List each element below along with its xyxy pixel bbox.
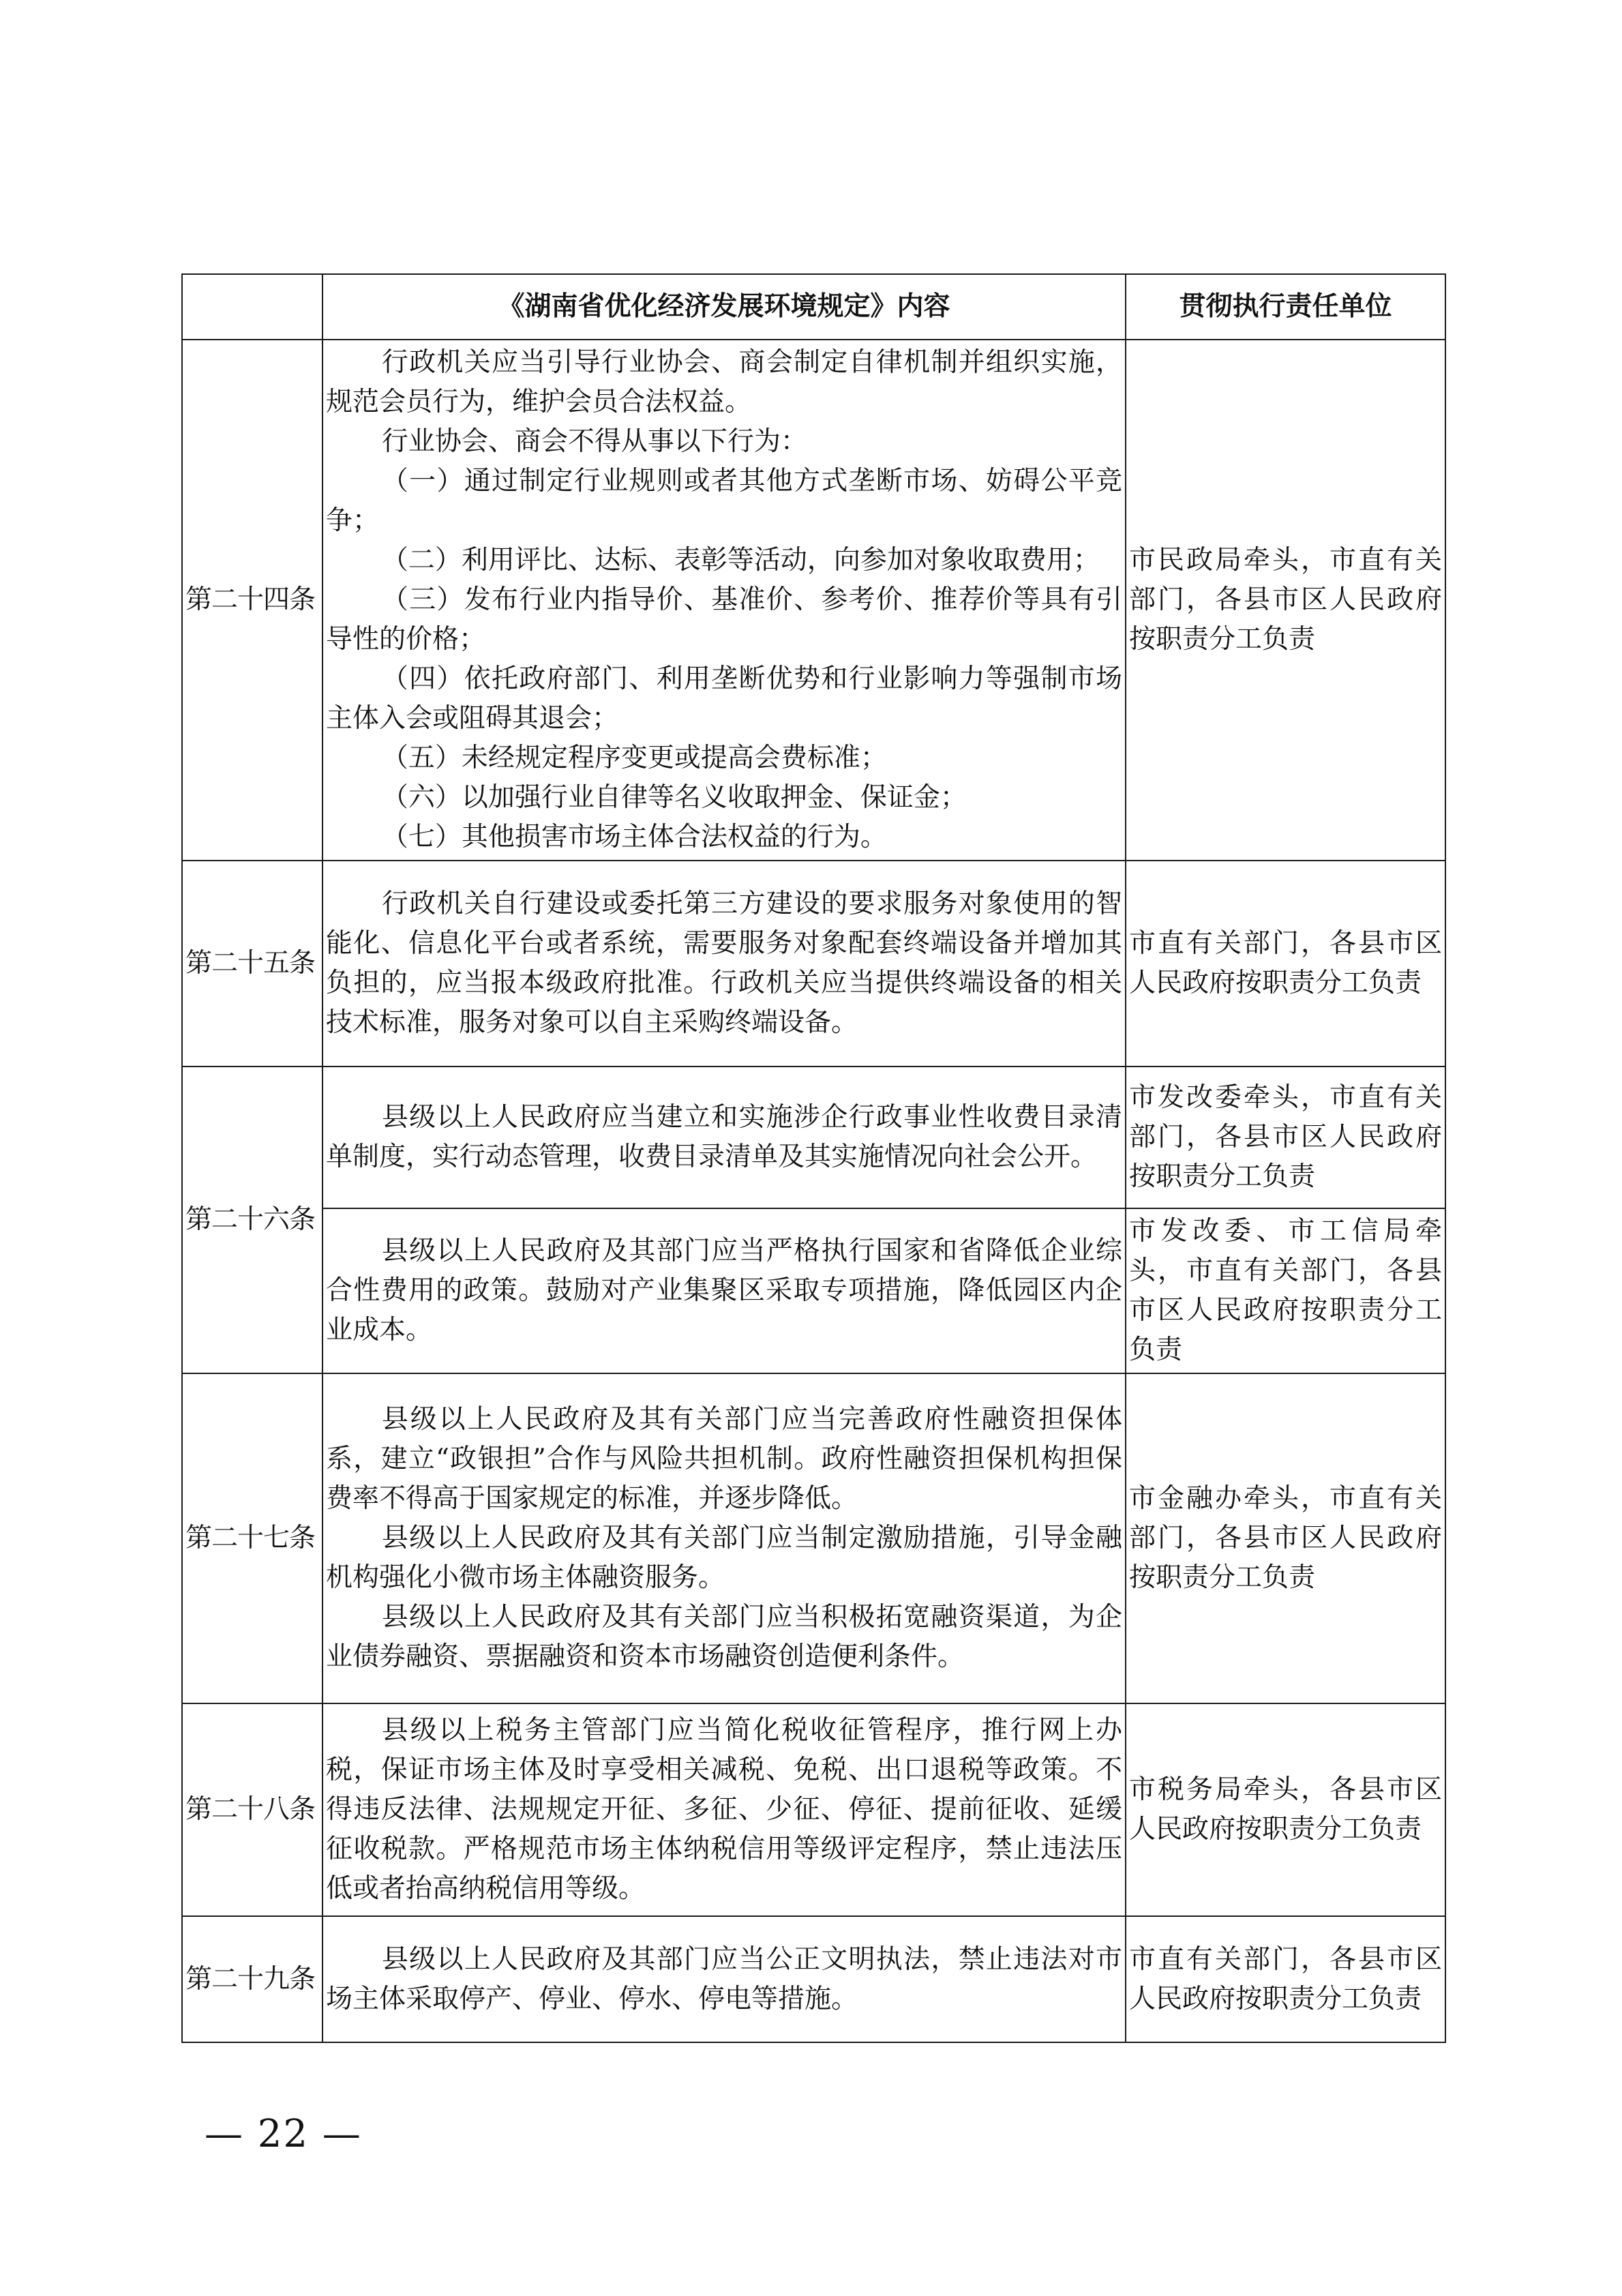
content-paragraph: 行政机关应当引导行业协会、商会制定自律机制并组织实施，规范会员行为，维护会员合法权益。 bbox=[326, 347, 1122, 417]
article-content bbox=[322, 861, 1126, 1067]
page-number: — 22 — bbox=[205, 2112, 362, 2156]
article-number: 第二十九条 bbox=[182, 1916, 322, 2042]
content-paragraph: 县级以上人民政府及其部门应当公正文明执法，禁止违法对市场主体采取停产、停业、停水、停电等措施。 bbox=[326, 1943, 1122, 2014]
article-number: 第二十四条 bbox=[182, 340, 322, 861]
content-paragraph: 县级以上人民政府及其部门应当严格执行国家和省降低企业综合性费用的政策。鼓励对产业集聚区采取专项措施，降低园区内企业成本。 bbox=[326, 1236, 1122, 1345]
article-number: 第二十七条 bbox=[182, 1373, 322, 1703]
article-number: 第二十五条 bbox=[182, 861, 322, 1067]
content-paragraph: 行业协会、商会不得从事以下行为： bbox=[381, 426, 807, 457]
responsible-unit: 市直有关部门，各县市区人民政府按职责分工负责 bbox=[1126, 861, 1445, 1067]
regulation-table bbox=[181, 273, 1446, 2043]
content-paragraph: 县级以上税务主管部门应当简化税收征管程序，推行网上办税，保证市场主体及时享受相关减税、免税、出口退税等政策。不得违反法律、法规规定开征、多征、少征、停征、提前征收、延缓征收税款。严格规范市场主体纳税信用等级评定程序，禁止违法压低或者抬高纳税信用等级。 bbox=[326, 1715, 1122, 1904]
responsible-unit: 市税务局牵头，各县市区人民政府按职责分工负责 bbox=[1126, 1703, 1445, 1916]
table-header-row bbox=[182, 274, 1445, 340]
content-paragraph: 县级以上人民政府及其有关部门应当积极拓宽融资渠道，为企业债券融资、票据融资和资本市场融资创造便利条件。 bbox=[326, 1602, 1122, 1672]
content-paragraph: 县级以上人民政府应当建立和实施涉企行政事业性收费目录清单制度，实行动态管理，收费目录清单及其实施情况向社会公开。 bbox=[326, 1102, 1122, 1172]
content-paragraph: （一）通过制定行业规则或者其他方式垄断市场、妨碍公平竞争； bbox=[326, 466, 1122, 536]
content-paragraph: （二）利用评比、达标、表彰等活动，向参加对象收取费用； bbox=[381, 545, 1100, 576]
table-row bbox=[182, 861, 1445, 1067]
content-paragraph: （七）其他损害市场主体合法权益的行为。 bbox=[381, 822, 887, 852]
article-content bbox=[322, 1373, 1126, 1703]
article-content bbox=[322, 1916, 1126, 2042]
article-content bbox=[322, 1067, 1126, 1208]
table-row bbox=[182, 1703, 1445, 1916]
responsible-unit: 市直有关部门，各县市区人民政府按职责分工负责 bbox=[1126, 1916, 1445, 2042]
header-article bbox=[182, 274, 322, 340]
responsible-unit: 市民政局牵头，市直有关部门，各县市区人民政府按职责分工负责 bbox=[1126, 340, 1445, 861]
header-content: 《湖南省优化经济发展环境规定》内容 bbox=[322, 274, 1126, 340]
article-content bbox=[322, 340, 1126, 861]
content-paragraph: （三）发布行业内指导价、基准价、参考价、推荐价等具有引导性的价格； bbox=[326, 584, 1122, 655]
article-number: 第二十八条 bbox=[182, 1703, 322, 1916]
content-paragraph: 行政机关自行建设或委托第三方建设的要求服务对象使用的智能化、信息化平台或者系统，需要服务对象配套终端设备并增加其负担的，应当报本级政府批准。行政机关应当提供终端设备的相关技术标准，服务对象可以自主采购终端设备。 bbox=[326, 889, 1122, 1038]
header-unit: 贯彻执行责任单位 bbox=[1126, 274, 1445, 340]
responsible-unit: 市发改委牵头，市直有关部门，各县市区人民政府按职责分工负责 bbox=[1126, 1067, 1445, 1208]
content-paragraph: 县级以上人民政府及其有关部门应当制定激励措施，引导金融机构强化小微市场主体融资服务。 bbox=[326, 1523, 1122, 1593]
table-row bbox=[182, 1916, 1445, 2042]
table-row bbox=[182, 1373, 1445, 1703]
responsible-unit: 市发改委、市工信局牵头，市直有关部门，各县市区人民政府按职责分工负责 bbox=[1126, 1208, 1445, 1373]
article-content bbox=[322, 1208, 1126, 1373]
table-row bbox=[182, 1067, 1445, 1208]
article-content bbox=[322, 1703, 1126, 1916]
content-paragraph: （四）依托政府部门、利用垄断优势和行业影响力等强制市场主体入会或阻碍其退会； bbox=[326, 664, 1122, 734]
responsible-unit: 市金融办牵头，市直有关部门，各县市区人民政府按职责分工负责 bbox=[1126, 1373, 1445, 1703]
content-paragraph: （六）以加强行业自律等名义收取押金、保证金； bbox=[381, 782, 967, 813]
content-paragraph: 县级以上人民政府及其有关部门应当完善政府性融资担保体系，建立“政银担”合作与风险共担机制。政府性融资担保机构担保费率不得高于国家规定的标准，并逐步降低。 bbox=[326, 1404, 1122, 1514]
article-number: 第二十六条 bbox=[182, 1067, 322, 1373]
table-row bbox=[182, 340, 1445, 861]
table-row bbox=[182, 1208, 1445, 1373]
content-paragraph: （五）未经规定程序变更或提高会费标准； bbox=[381, 743, 887, 773]
